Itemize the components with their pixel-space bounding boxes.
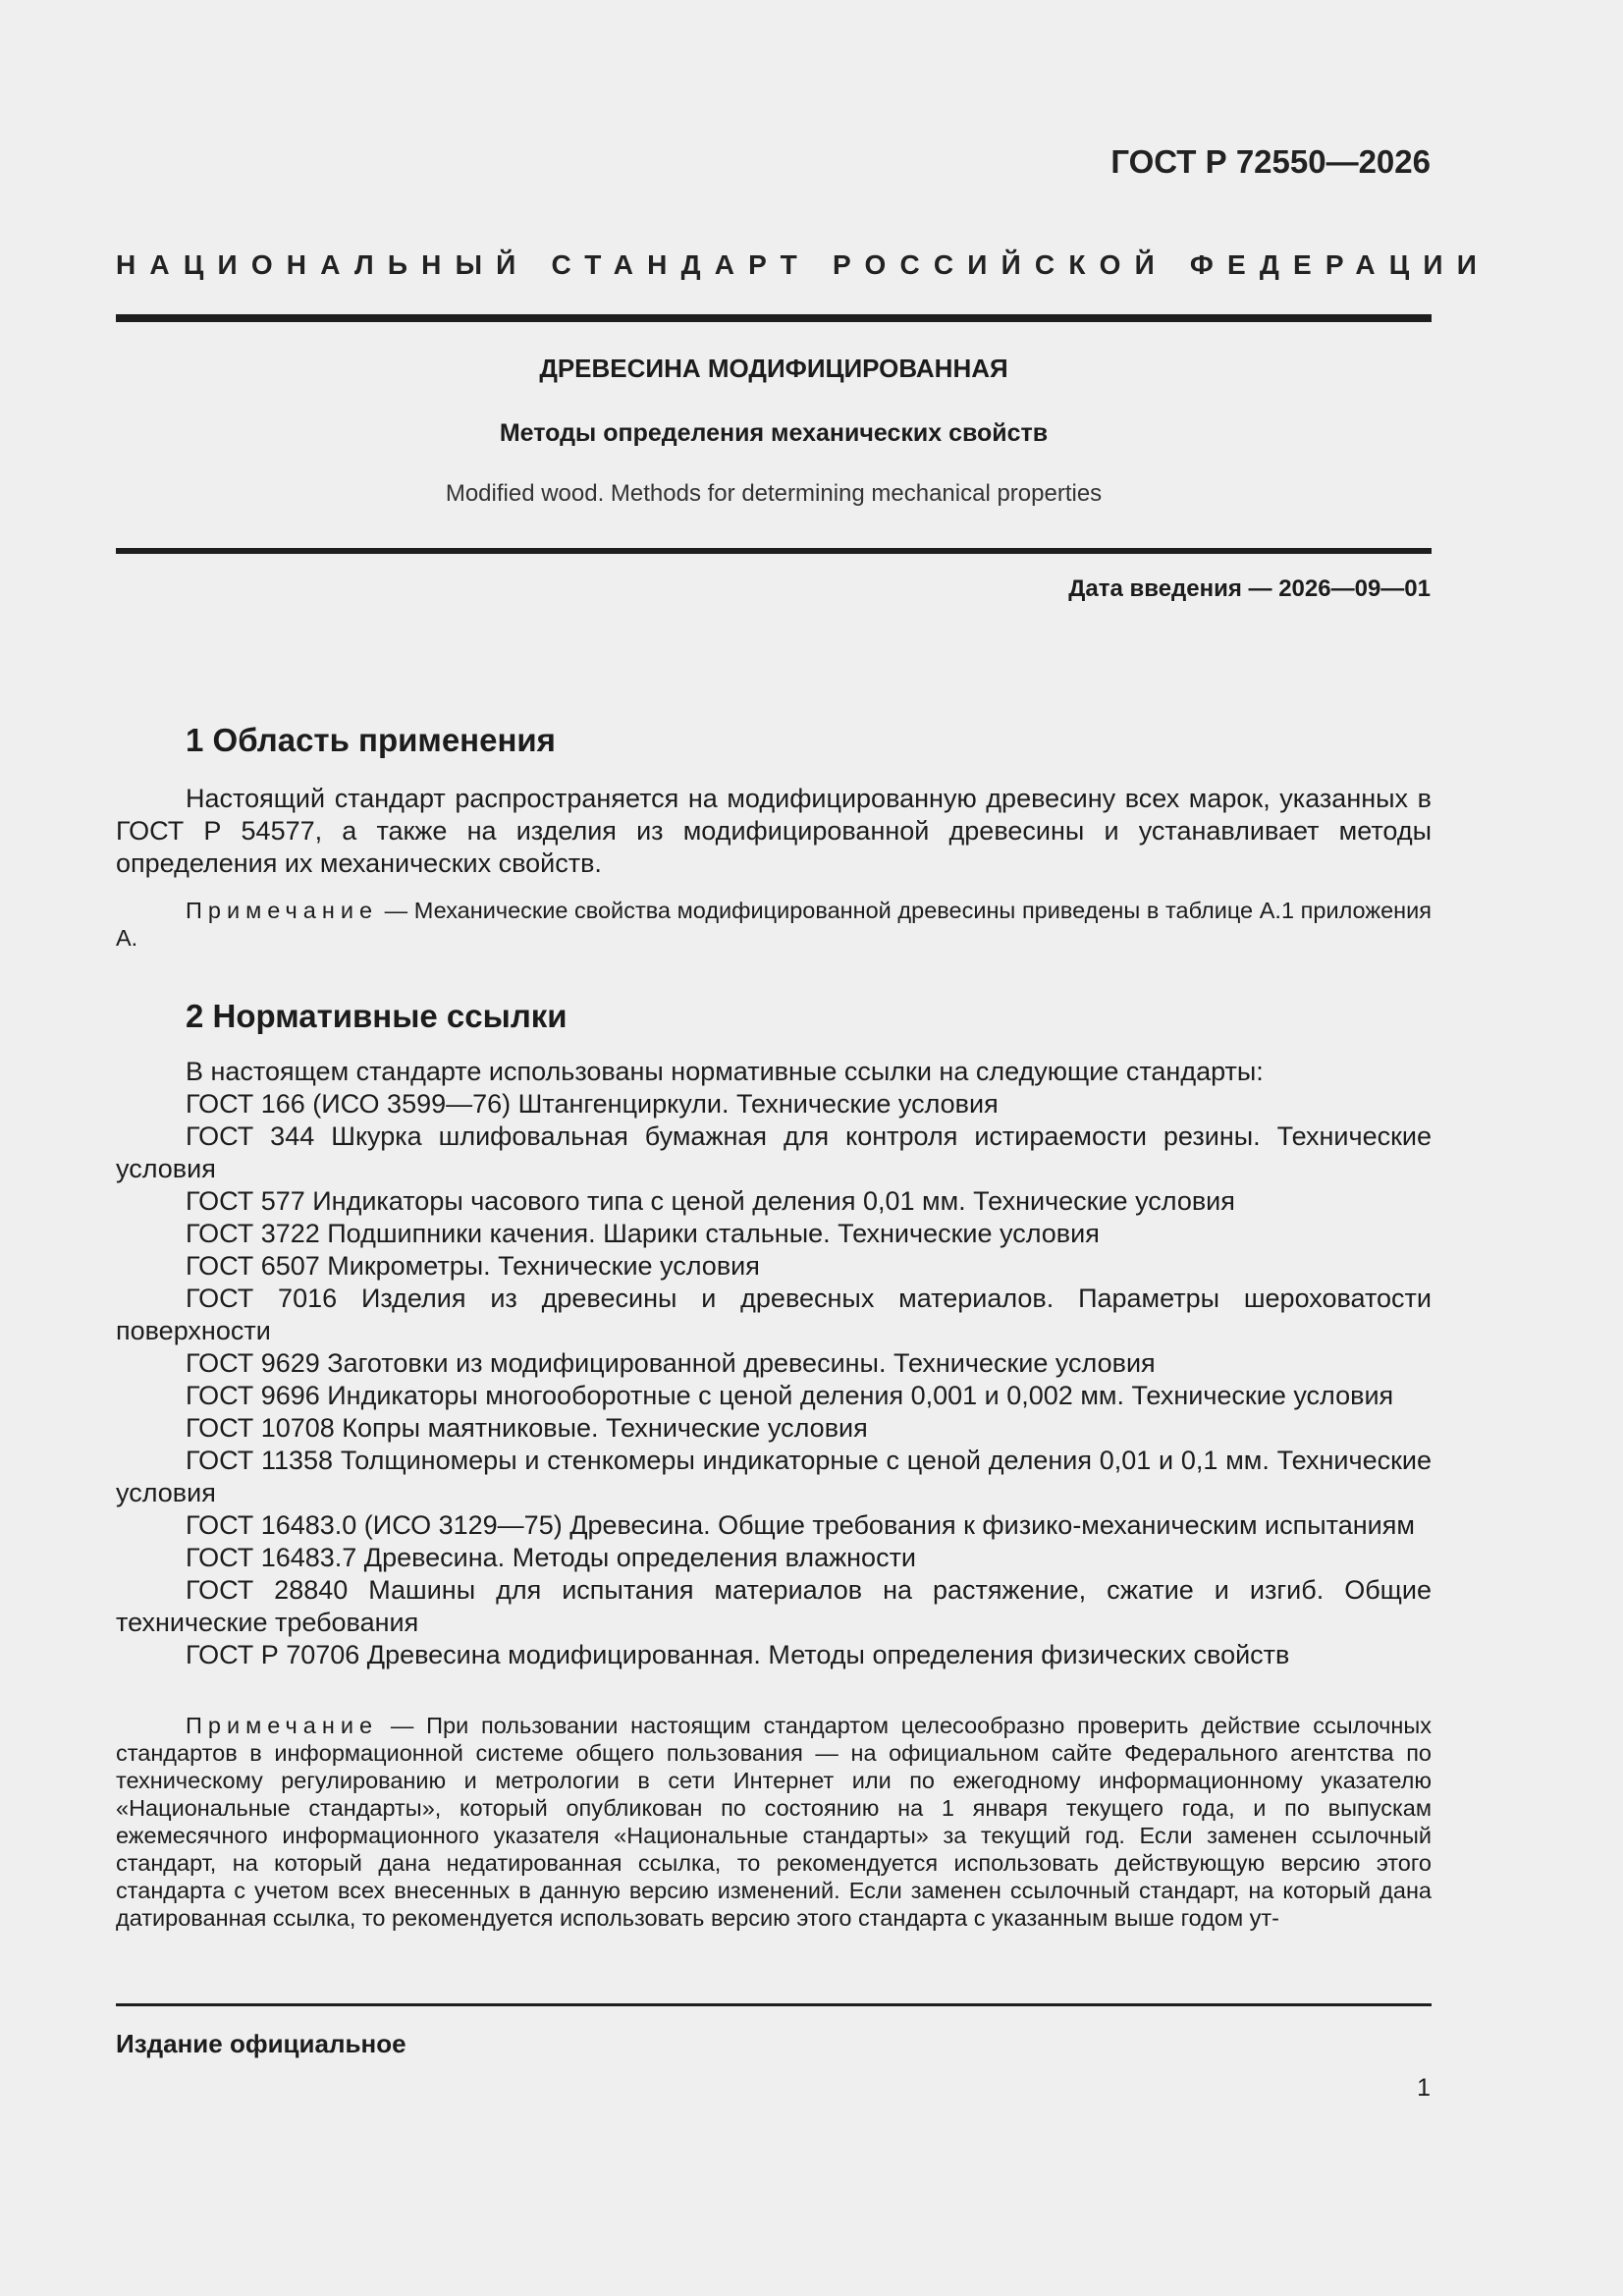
official-edition-label: Издание официальное	[116, 2029, 406, 2058]
section-2-heading: 2 Нормативные ссылки	[186, 998, 568, 1034]
list-item: В настоящем стандарте использованы нормативные ссылки на следующие стандарты:	[186, 1057, 1264, 1086]
document-number: ГОСТ Р 72550—2026	[1110, 143, 1431, 180]
list-item: ГОСТ 6507 Микрометры. Технические условия	[186, 1251, 760, 1281]
section-1-text: Настоящий стандарт распространяется на модифицированную древесину всех марок, указанных в ГОСТ Р 54577, а также на изделия из модифицированной древесины и устанавливает методы определения их механических свойств.	[116, 784, 1432, 878]
page-number: 1	[1417, 2074, 1431, 2102]
document-subtitle: Методы определения механических свойств	[499, 419, 1049, 447]
english-title: Modified wood. Methods for determining mechanical properties	[445, 480, 1103, 507]
introduction-date: Дата введения — 2026—09—01	[1068, 575, 1431, 602]
list-item: ГОСТ 7016 Изделия из древесины и древесных материалов. Параметры шероховатости поверхности	[116, 1284, 1432, 1345]
title-rule	[116, 548, 1432, 554]
list-item: ГОСТ 344 Шкурка шлифовальная бумажная для контроля истираемости резины. Технические условия	[116, 1121, 1432, 1183]
national-standard-banner: НАЦИОНАЛЬНЫЙ СТАНДАРТ РОССИЙСКОЙ ФЕДЕРАЦИИ	[116, 249, 1491, 280]
section-1-note	[116, 897, 1432, 952]
list-item: ГОСТ 9696 Индикаторы многооборотные с ценой деления 0,001 и 0,002 мм. Технические условия	[186, 1381, 1394, 1410]
footer-rule	[116, 2003, 1432, 2006]
list-item: ГОСТ 16483.7 Древесина. Методы определения влажности	[186, 1543, 917, 1572]
normative-references-list	[116, 1056, 1432, 1671]
section-1-heading: 1 Область применения	[186, 722, 556, 758]
note-label: Примечание	[186, 898, 379, 923]
list-item: ГОСТ 11358 Толщиномеры и стенкомеры индикаторные с ценой деления 0,01 и 0,1 мм. Технические условия	[116, 1446, 1432, 1507]
list-item: ГОСТ 10708 Копры маятниковые. Технические условия	[186, 1413, 868, 1443]
section-2-note	[116, 1712, 1432, 1932]
list-item: ГОСТ 9629 Заготовки из модифицированной древесины. Технические условия	[186, 1348, 1156, 1378]
list-item: ГОСТ Р 70706 Древесина модифицированная. Методы определения физических свойств	[186, 1640, 1290, 1669]
list-item: ГОСТ 28840 Машины для испытания материалов на растяжение, сжатие и изгиб. Общие технические требования	[116, 1575, 1432, 1637]
list-item: ГОСТ 166 (ИСО 3599—76) Штангенциркули. Технические условия	[186, 1089, 999, 1119]
list-item: ГОСТ 3722 Подшипники качения. Шарики стальные. Технические условия	[186, 1219, 1100, 1248]
list-item: ГОСТ 577 Индикаторы часового типа с ценой деления 0,01 мм. Технические условия	[186, 1186, 1235, 1216]
note-text: — Механические свойства модифицированной древесины приведены в таблице А.1 приложения А.	[116, 898, 1432, 951]
document-title: ДРЕВЕСИНА МОДИФИЦИРОВАННАЯ	[539, 354, 1008, 383]
note-label: Примечание	[186, 1713, 379, 1738]
list-item: ГОСТ 16483.0 (ИСО 3129—75) Древесина. Общие требования к физико-механическим испытаниям	[186, 1510, 1415, 1540]
header-rule	[116, 314, 1432, 322]
note-text: — При пользовании настоящим стандартом целесообразно проверить действие ссылочных стандартов в информационной системе общего пользования — на официальном сайте Федерального агентства по техническому регулированию и метрологии в сети Интернет или по ежегодному информационному указателю «Национальные стандарты», который опубликован по состоянию на 1 января текущего года, и по выпускам ежемесячного информационного указателя «Национальные стандарты» за текущий год. Если заменен ссылочный стандарт, на который дана недатированная ссылка, то рекомендуется использовать действующую версию этого стандарта с учетом всех внесенных в данную версию изменений. Если заменен ссылочный стандарт, на который дана датированная ссылка, то рекомендуется использовать версию этого стандарта с указанным выше годом ут-	[116, 1713, 1432, 1931]
